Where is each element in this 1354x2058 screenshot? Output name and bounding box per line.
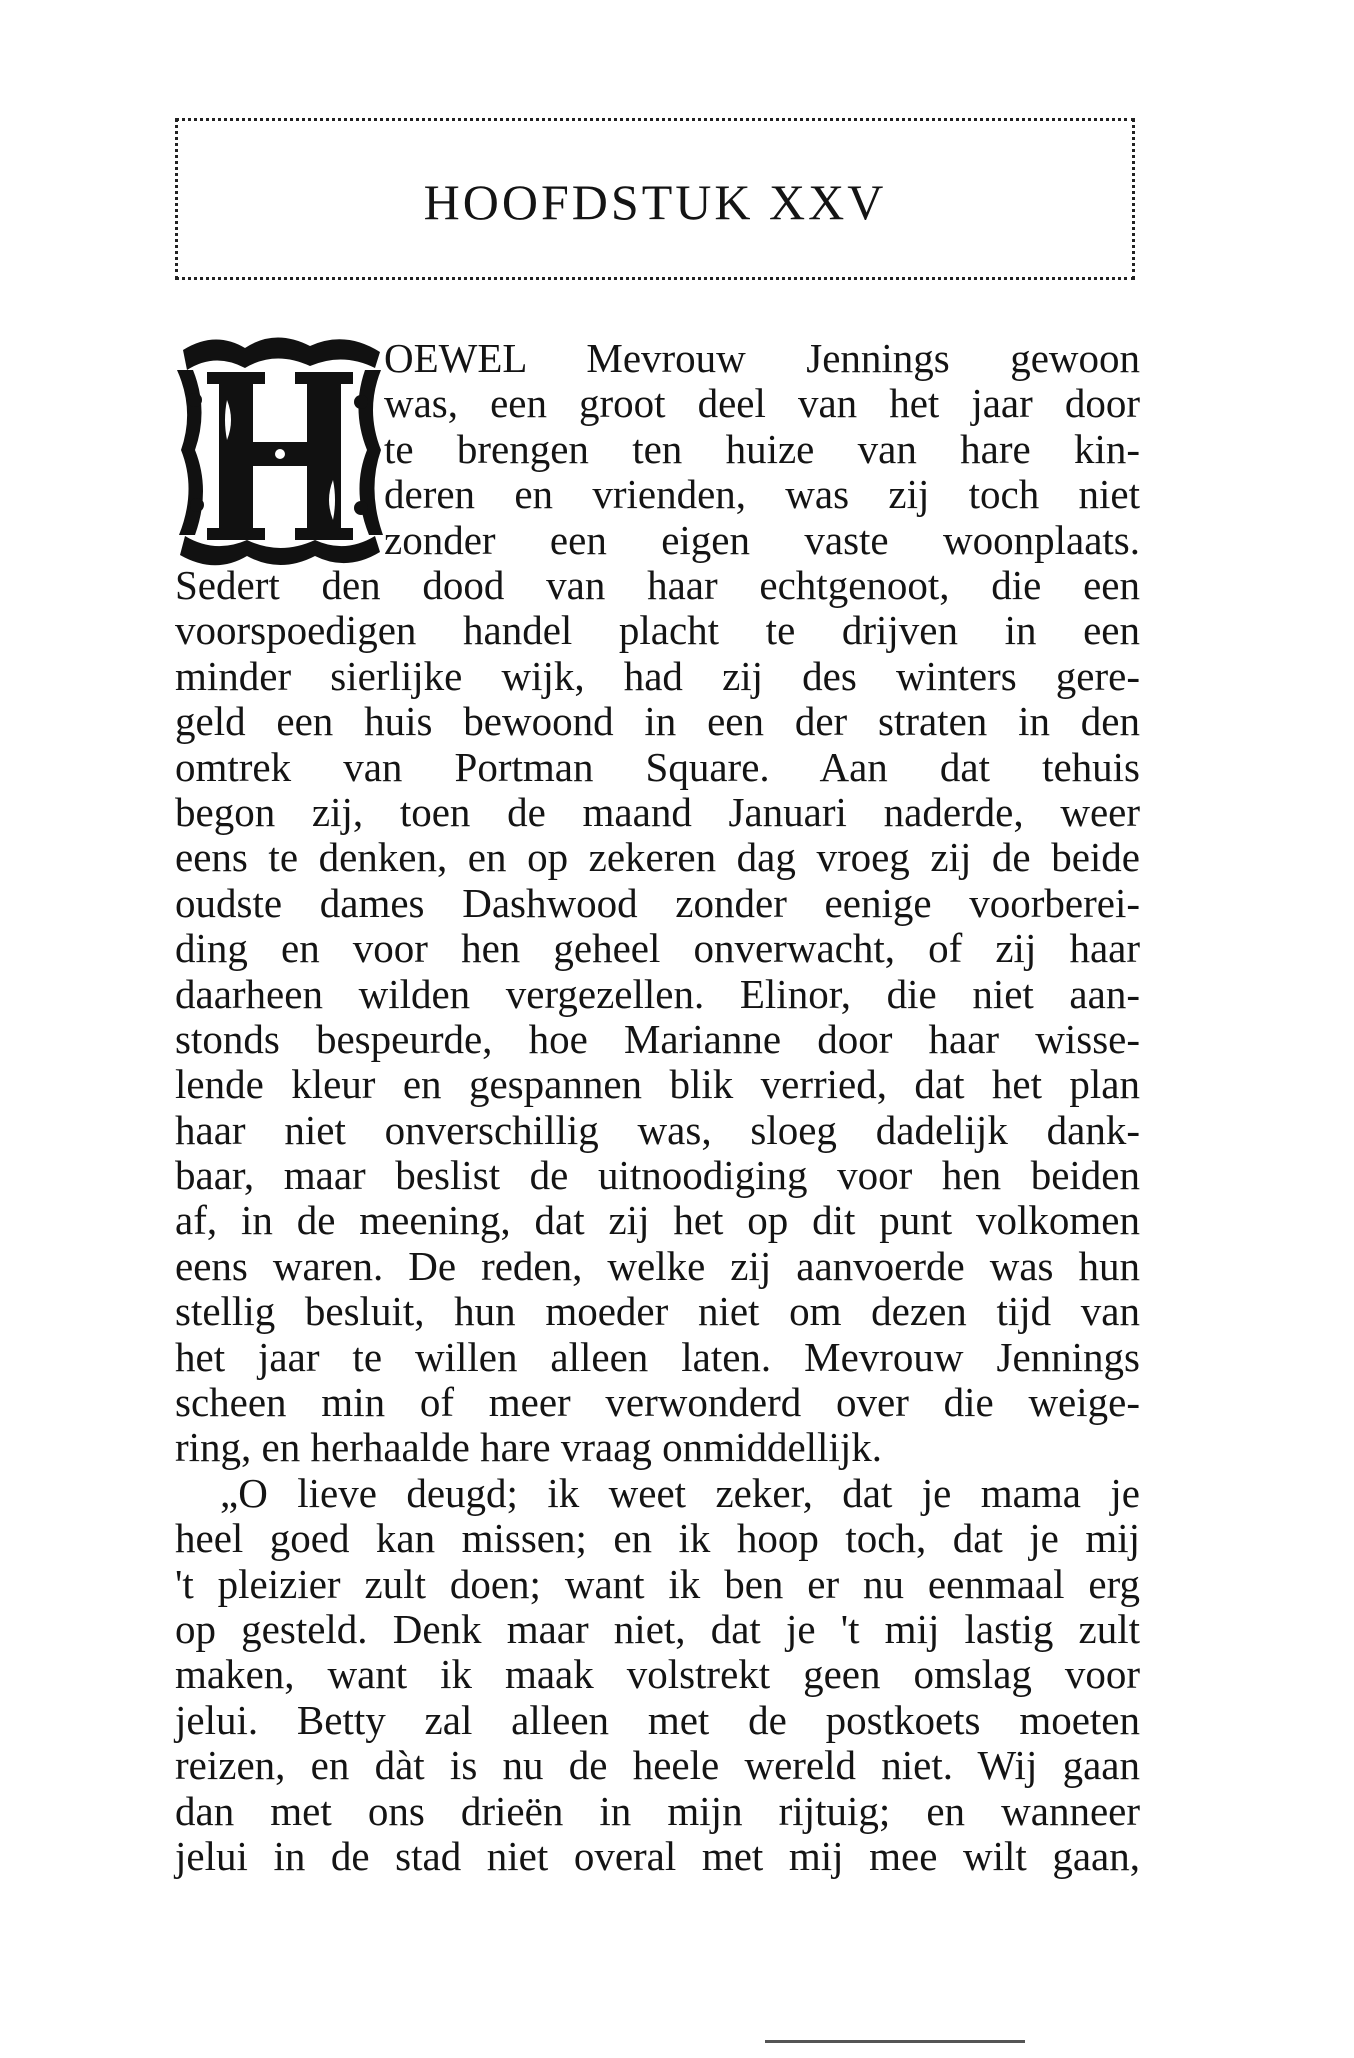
text-line: haar niet onverschillig was, sloeg dadelijk dank- xyxy=(175,1106,1140,1153)
text-line: Sedert den dood van haar echtgenoot, die een xyxy=(175,562,1140,608)
text-line: ring, en herhaalde hare vraag onmiddellijk. xyxy=(175,1424,882,1471)
footer-rule xyxy=(765,2040,1025,2043)
text-line: baar, maar beslist de uitnoodiging voor hen beiden xyxy=(175,1152,1140,1199)
text-line: jelui in de stad niet overal met mij mee wilt gaan, xyxy=(175,1832,1140,1879)
text-line: heel goed kan missen; en ik hoop toch, dat je mij xyxy=(175,1515,1140,1562)
text-line: stonds bespeurde, hoe Marianne door haar wisse- xyxy=(175,1015,1140,1062)
text-line: zonder een eigen vaste woonplaats. xyxy=(384,516,1140,563)
text-line: begon zij, toen de maand Januari naderde, weer xyxy=(175,788,1140,835)
text-line: het jaar te willen alleen laten. Mevrouw Jennings xyxy=(175,1333,1140,1380)
dropcap-ornament-icon xyxy=(175,330,385,575)
text-line: ding en voor hen geheel onverwacht, of zij haar xyxy=(175,925,1140,972)
text-line: daarheen wilden vergezellen. Elinor, die niet aan- xyxy=(175,970,1140,1017)
chapter-title: HOOFDSTUK XXV xyxy=(423,174,887,230)
text-line: „O lieve deugd; ik weet zeker, dat je mama je xyxy=(220,1469,1140,1516)
opening-paragraph-lines xyxy=(384,336,1140,563)
text-line: 't pleizier zult doen; want ik ben er nu eenmaal erg xyxy=(175,1560,1140,1607)
text-line: maken, want ik maak volstrekt geen omslag voor xyxy=(175,1651,1140,1698)
text-line: reizen, en dàt is nu de heele wereld niet. Wij gaan xyxy=(175,1742,1140,1789)
text-line: geld een huis bewoond in een der straten in den xyxy=(175,698,1140,745)
text-line: eens waren. De reden, welke zij aanvoerde was hun xyxy=(175,1242,1140,1289)
text-line: omtrek van Portman Square. Aan dat tehuis xyxy=(175,743,1140,790)
text-line: dan met ons drieën in mijn rijtuig; en wanneer xyxy=(175,1787,1140,1834)
text-line: stellig besluit, hun moeder niet om dezen tijd van xyxy=(175,1288,1140,1335)
text-line: deren en vrienden, was zij toch niet xyxy=(384,471,1140,518)
text-line: voorspoedigen handel placht te drijven in een xyxy=(175,607,1140,654)
chapter-heading-box xyxy=(175,118,1135,280)
text-line: jelui. Betty zal alleen met de postkoets moeten xyxy=(175,1696,1140,1743)
text-line: minder sierlijke wijk, had zij des winters gere- xyxy=(175,652,1140,699)
text-line: oudste dames Dashwood zonder eenige voorberei- xyxy=(175,879,1140,926)
text-line: op gesteld. Denk maar niet, dat je 't mij lastig zult xyxy=(175,1605,1140,1652)
text-line: lende kleur en gespannen blik verried, dat het plan xyxy=(175,1061,1140,1108)
text-line: eens te denken, en op zekeren dag vroeg zij de beide xyxy=(175,834,1140,881)
body-text xyxy=(175,563,1140,1879)
text-line: te brengen ten huize van hare kin- xyxy=(384,425,1140,472)
text-line: OEWEL Mevrouw Jennings gewoon xyxy=(384,335,1140,381)
text-line: af, in de meening, dat zij het op dit punt volkomen xyxy=(175,1197,1140,1244)
text-line: was, een groot deel van het jaar door xyxy=(384,380,1140,427)
text-line: scheen min of meer verwonderd over die weige- xyxy=(175,1379,1140,1426)
